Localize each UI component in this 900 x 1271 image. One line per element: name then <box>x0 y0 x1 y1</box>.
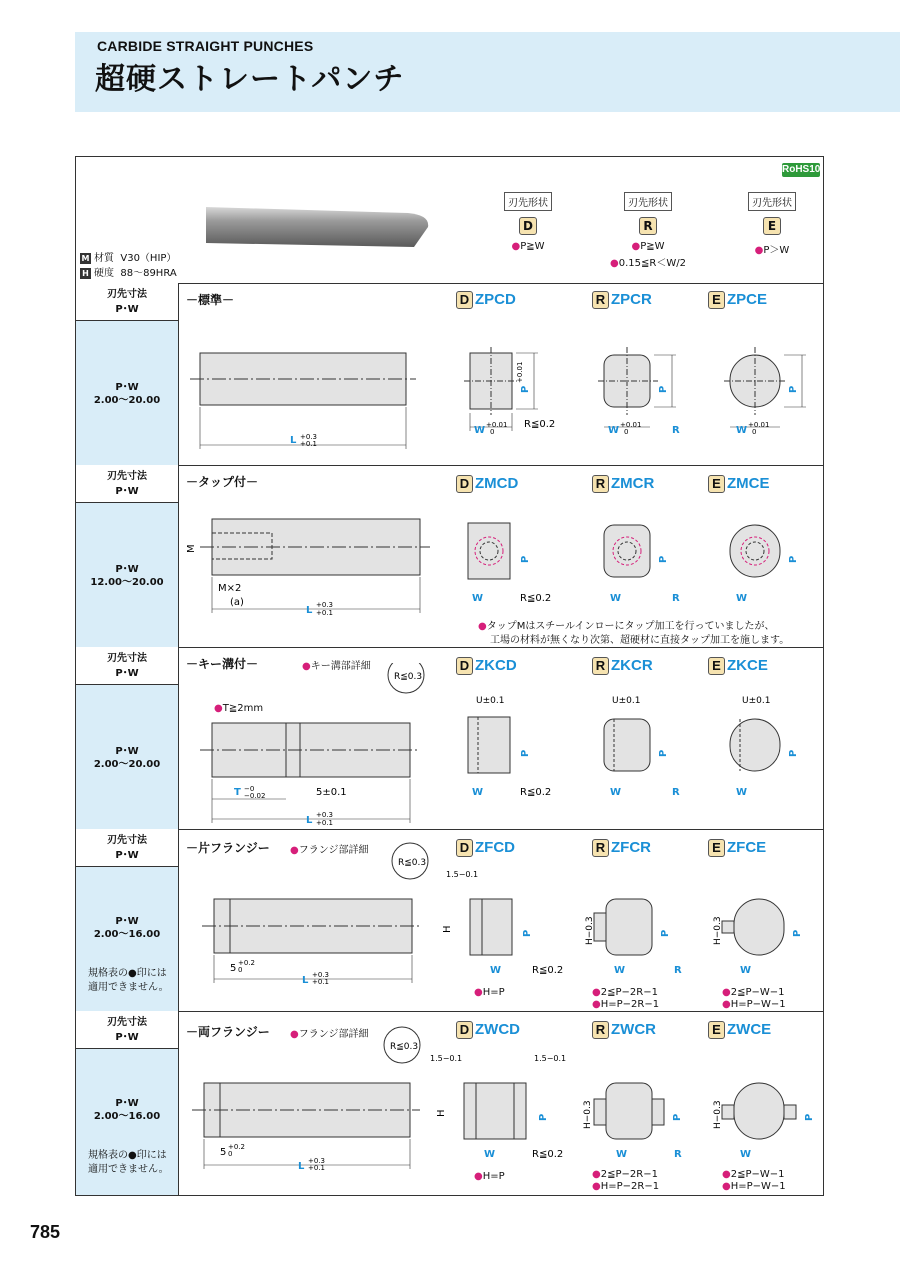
band4-cond-e2: ●H=P−W−1 <box>722 1181 786 1192</box>
svg-text:H−0.3: H−0.3 <box>713 1100 723 1129</box>
svg-text:+0.3: +0.3 <box>300 433 317 441</box>
svg-text:+0.3: +0.3 <box>316 601 333 609</box>
band2-range: P･W 2.00～20.00 <box>76 685 178 829</box>
svg-text:T: T <box>234 787 241 798</box>
svg-text:+0.1: +0.1 <box>300 440 317 448</box>
band4-cond-d: ●H=P <box>474 1171 505 1182</box>
divider <box>76 283 823 284</box>
svg-text:P: P <box>792 929 803 937</box>
svg-text:U±0.1: U±0.1 <box>476 696 505 706</box>
band4-code-d: D ZWCD <box>456 1021 520 1039</box>
band3-note2: 適用できません。 <box>88 982 169 993</box>
svg-text:W: W <box>740 965 752 976</box>
svg-text:P: P <box>522 929 533 937</box>
band1-range: P･W 12.00～20.00 <box>76 503 178 647</box>
svg-text:R≦0.2: R≦0.2 <box>532 1149 564 1160</box>
svg-text:+0.01: +0.01 <box>748 421 770 429</box>
band4-drawings <box>180 1021 820 1171</box>
svg-text:L: L <box>298 1161 305 1171</box>
band4-note: 規格表の●印には <box>88 1150 167 1161</box>
band3-code-d: D ZFCD <box>456 839 515 857</box>
band2-keynote: ●T≧2mm <box>214 703 264 714</box>
svg-text:1.5−0.1: 1.5−0.1 <box>446 870 479 879</box>
spec-table <box>75 156 824 1196</box>
svg-text:P: P <box>520 555 531 563</box>
svg-text:−0: −0 <box>244 785 255 793</box>
svg-text:0: 0 <box>752 428 757 436</box>
svg-text:+0.1: +0.1 <box>316 819 333 827</box>
rohs-badge: RoHS10 <box>782 164 821 175</box>
band3-code-e: E ZFCE <box>708 839 766 857</box>
page-header <box>75 32 900 112</box>
svg-text:W: W <box>610 787 622 798</box>
svg-text:+0.1: +0.1 <box>316 609 333 617</box>
svg-text:W: W <box>472 787 484 798</box>
svg-text:W: W <box>740 1149 752 1160</box>
band4-cond-e1: ●2≦P−W−1 <box>722 1169 785 1180</box>
svg-text:R≦0.2: R≦0.2 <box>520 593 552 604</box>
svg-text:−0.02: −0.02 <box>244 792 266 800</box>
svg-text:R: R <box>672 593 680 604</box>
svg-text:P: P <box>520 749 531 757</box>
svg-text:W: W <box>736 425 748 436</box>
band3-dim-label: 刃先寸法 P･W <box>76 829 178 867</box>
svg-text:1.5−0.1: 1.5−0.1 <box>534 1054 567 1063</box>
band1-title: －タップ付－ <box>186 475 259 489</box>
svg-text:W: W <box>610 593 622 604</box>
divider <box>76 829 823 830</box>
svg-text:W: W <box>472 593 484 604</box>
band3-drawings <box>180 837 820 985</box>
svg-text:R≦0.3: R≦0.3 <box>390 1042 419 1052</box>
band3-note: 規格表の●印には <box>88 968 167 979</box>
band2-code-r: R ZKCR <box>592 657 653 675</box>
band1-code-d: D ZMCD <box>456 475 518 493</box>
band3-cond-e2: ●H=P−W−1 <box>722 999 786 1010</box>
svg-text:+0.01: +0.01 <box>620 421 642 429</box>
divider <box>76 647 823 648</box>
svg-text:+0.3: +0.3 <box>312 971 329 979</box>
svg-text:W: W <box>736 593 748 604</box>
svg-text:U±0.1: U±0.1 <box>612 696 641 706</box>
svg-text:H: H <box>442 925 453 933</box>
svg-text:W: W <box>614 965 626 976</box>
svg-text:H−0.3: H−0.3 <box>583 1100 593 1129</box>
svg-text:(a): (a) <box>230 597 244 608</box>
band2-title: －キー溝付－ <box>186 657 259 671</box>
svg-text:P: P <box>788 385 799 393</box>
band4-detail: ●フランジ部詳細 <box>290 1029 369 1040</box>
divider <box>76 1011 823 1012</box>
svg-text:P: P <box>658 385 669 393</box>
svg-text:L: L <box>306 605 313 616</box>
band1-code-e: E ZMCE <box>708 475 770 493</box>
svg-text:P: P <box>804 1113 815 1121</box>
svg-text:P: P <box>658 749 669 757</box>
svg-text:R≦0.2: R≦0.2 <box>520 787 552 798</box>
band4-cond-r2: ●H=P−2R−1 <box>592 1181 660 1192</box>
svg-text:H: H <box>436 1109 447 1117</box>
divider <box>76 465 823 466</box>
svg-text:W: W <box>490 965 502 976</box>
band0-code-e: E ZPCE <box>708 291 767 309</box>
band4-title: －両フランジー <box>186 1025 270 1039</box>
svg-text:P: P <box>538 1113 549 1121</box>
band1-footnote: ●タップMはスチールインローにタップ加工を行っていましたが、 <box>478 621 775 632</box>
svg-text:U±0.1: U±0.1 <box>742 696 771 706</box>
svg-text:M×2: M×2 <box>218 583 242 594</box>
svg-text:+0.01: +0.01 <box>516 361 524 383</box>
svg-text:L: L <box>302 975 309 985</box>
band4-code-e: E ZWCE <box>708 1021 771 1039</box>
svg-text:5: 5 <box>220 1147 227 1158</box>
svg-text:W: W <box>474 425 486 436</box>
svg-text:W: W <box>608 425 620 436</box>
band0-drawings <box>180 327 820 463</box>
svg-text:R: R <box>672 425 680 436</box>
band4-note2: 適用できません。 <box>88 1164 169 1175</box>
band3-detail: ●フランジ部詳細 <box>290 845 369 856</box>
band0-code-r: R ZPCR <box>592 291 652 309</box>
svg-text:W: W <box>484 1149 496 1160</box>
svg-text:0: 0 <box>228 1150 233 1158</box>
band3-code-r: R ZFCR <box>592 839 651 857</box>
svg-text:+0.2: +0.2 <box>238 959 255 967</box>
svg-text:R: R <box>674 965 682 976</box>
hardness-row: H 硬度 88～89HRA <box>80 264 177 279</box>
shape-d: 刃先形状 D ●P≧W <box>488 191 568 252</box>
band0-code-d: D ZPCD <box>456 291 516 309</box>
svg-text:+0.2: +0.2 <box>228 1143 245 1151</box>
shape-r-cond: ●P≧W <box>631 241 665 252</box>
svg-text:5: 5 <box>230 963 237 974</box>
svg-text:R: R <box>672 787 680 798</box>
svg-text:+0.1: +0.1 <box>308 1164 325 1171</box>
band3-cond-d: ●H=P <box>474 987 505 998</box>
svg-text:P: P <box>658 555 669 563</box>
svg-text:0: 0 <box>624 428 629 436</box>
svg-text:0: 0 <box>490 428 495 436</box>
punch-photo <box>200 197 432 253</box>
band1-dim-label: 刃先寸法 P･W <box>76 465 178 503</box>
band0-dim-label: 刃先寸法 P･W <box>76 283 178 321</box>
band2-detail: ●キー溝部詳細 <box>302 661 371 672</box>
shape-e: 刃先形状 E ●P＞W <box>732 191 812 256</box>
shape-e-cond: ●P＞W <box>754 245 790 256</box>
svg-text:H−0.3: H−0.3 <box>713 916 723 945</box>
svg-text:H−0.3: H−0.3 <box>585 916 595 945</box>
svg-text:0: 0 <box>238 966 243 974</box>
shape-r-cond2: ●0.15≦R＜W/2 <box>610 258 686 269</box>
band0-title: －標準－ <box>186 293 235 307</box>
svg-text:P: P <box>520 385 531 393</box>
band4-cond-r1: ●2≦P−2R−1 <box>592 1169 658 1180</box>
svg-text:+0.01: +0.01 <box>486 421 508 429</box>
shape-r: 刃先形状 R ●P≧W ●0.15≦R＜W/2 <box>608 191 688 269</box>
band2-drawings <box>180 663 820 827</box>
svg-text:R≦0.2: R≦0.2 <box>524 419 556 430</box>
svg-text:P: P <box>660 929 671 937</box>
svg-text:+0.1: +0.1 <box>312 978 329 985</box>
band1-footnote2: 工場の材料が無くなり次第、超硬材に直接タップ加工を施します。 <box>490 635 790 646</box>
svg-text:L: L <box>290 435 297 446</box>
svg-text:R: R <box>674 1149 682 1160</box>
band3-cond-r1: ●2≦P−2R−1 <box>592 987 658 998</box>
band3-range: P･W 2.00～16.00 規格表の●印には 適用できません。 <box>76 867 178 1011</box>
band3-title: －片フランジー <box>186 841 270 855</box>
band0-range: P･W 2.00～20.00 <box>76 321 178 465</box>
material-row: M 材質 V30（HIP） <box>81 253 177 264</box>
band2-code-d: D ZKCD <box>456 657 517 675</box>
band1-drawings <box>180 509 820 619</box>
band4-dim-label: 刃先寸法 P･W <box>76 1011 178 1049</box>
svg-text:M: M <box>186 544 197 553</box>
svg-text:P: P <box>788 749 799 757</box>
band1-code-r: R ZMCR <box>592 475 654 493</box>
band3-cond-r2: ●H=P−2R−1 <box>592 999 660 1010</box>
svg-text:+0.3: +0.3 <box>308 1157 325 1165</box>
svg-text:W: W <box>736 787 748 798</box>
shape-d-cond: ●P≧W <box>511 241 545 252</box>
title-en: CARBIDE STRAIGHT PUNCHES <box>97 38 314 54</box>
svg-text:R≦0.3: R≦0.3 <box>398 858 427 868</box>
svg-text:P: P <box>672 1113 683 1121</box>
page-number: 785 <box>30 1222 61 1242</box>
svg-text:1.5−0.1: 1.5−0.1 <box>430 1054 463 1063</box>
column-divider <box>178 283 179 1195</box>
title-ja: 超硬ストレートパンチ <box>95 62 405 97</box>
svg-text:W: W <box>616 1149 628 1160</box>
svg-text:P: P <box>788 555 799 563</box>
band2-code-e: E ZKCE <box>708 657 768 675</box>
svg-text:R≦0.3: R≦0.3 <box>394 672 423 682</box>
svg-text:5±0.1: 5±0.1 <box>316 787 347 798</box>
band4-range: P･W 2.00～16.00 規格表の●印には 適用できません。 <box>76 1049 178 1195</box>
svg-text:+0.3: +0.3 <box>316 811 333 819</box>
band4-code-r: R ZWCR <box>592 1021 656 1039</box>
band3-cond-e1: ●2≦P−W−1 <box>722 987 785 998</box>
svg-text:L: L <box>306 815 313 826</box>
band2-dim-label: 刃先寸法 P･W <box>76 647 178 685</box>
svg-text:R≦0.2: R≦0.2 <box>532 965 564 976</box>
